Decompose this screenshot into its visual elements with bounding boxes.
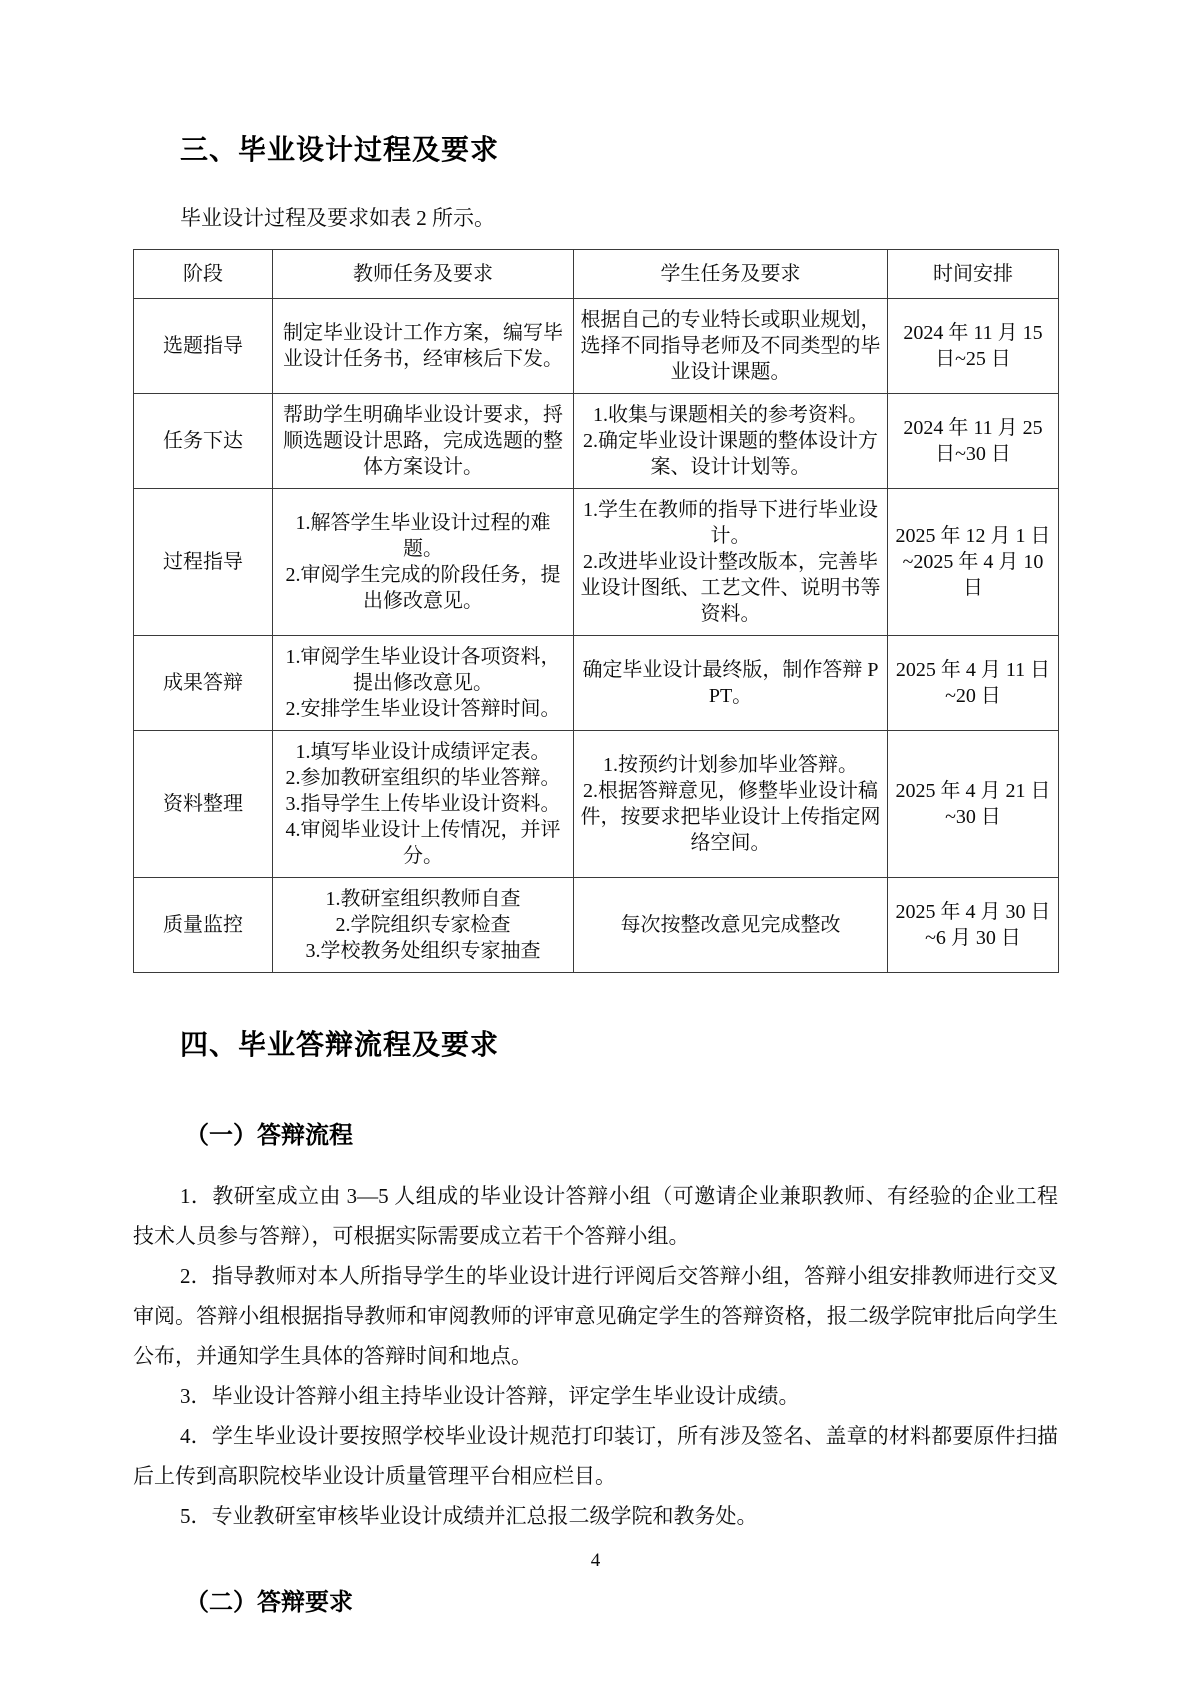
cell-schedule — [888, 878, 1059, 973]
defense-requirements-subheading: （二）答辩要求 — [185, 1589, 353, 1616]
table-row — [134, 878, 1059, 973]
cell-line: 2024 年 11 月 25 日~30 日 — [903, 417, 1043, 465]
cell-line: 1.按预约计划参加毕业答辩。 — [603, 754, 858, 776]
cell-line: 过程指导 — [163, 551, 243, 573]
cell-line: 2025 年 4 月 21 日~30 日 — [895, 780, 1051, 828]
flow-paragraph-2: 2．指导教师对本人所指导学生的毕业设计进行评阅后交答辩小组，答辩小组安排教师进行交叉审阅。答辩小组根据指导教师和审阅教师的评审意见确定学生的答辩资格，报二级学院审批后向学生公布，并通知学生具体的答辩时间和地点。 — [133, 1264, 1058, 1368]
flow-paragraph-4: 4．学生毕业设计要按照学校毕业设计规范打印装订，所有涉及签名、盖章的材料都要原件扫描后上传到高职院校毕业设计质量管理平台相应栏目。 — [133, 1424, 1058, 1488]
cell-teacher-tasks — [273, 394, 574, 489]
table-header-row — [134, 250, 1059, 299]
cell-line: 1.收集与课题相关的参考资料。 — [593, 404, 868, 426]
cell-line: 2.安排学生毕业设计答辩时间。 — [285, 698, 561, 720]
cell-stage — [134, 394, 273, 489]
process-table-body — [134, 299, 1059, 973]
cell-line: 1.学生在教师的指导下进行毕业设计。 — [583, 499, 878, 547]
table-row — [134, 731, 1059, 878]
cell-schedule — [888, 489, 1059, 636]
cell-stage — [134, 731, 273, 878]
cell-teacher-tasks — [273, 299, 574, 394]
cell-stage — [134, 489, 273, 636]
cell-student-tasks — [574, 731, 888, 878]
cell-line: 确定毕业设计最终版，制作答辩 PPT。 — [582, 659, 879, 707]
defense-flow-subheading: （一）答辩流程 — [185, 1122, 353, 1149]
flow-paragraph-3: 3．毕业设计答辩小组主持毕业设计答辩，评定学生毕业设计成绩。 — [180, 1384, 800, 1408]
col-header-schedule: 时间安排 — [888, 250, 1059, 299]
cell-stage — [134, 878, 273, 973]
cell-line: 每次按整改意见完成整改 — [620, 914, 841, 936]
cell-schedule — [888, 731, 1059, 878]
cell-line: 3.学校教务处组织专家抽查 — [305, 940, 541, 962]
col-header-teacher-tasks: 教师任务及要求 — [273, 250, 574, 299]
cell-line: 资料整理 — [163, 793, 243, 815]
cell-schedule — [888, 636, 1059, 731]
flow-paragraph-1: 1．教研室成立由 3—5 人组成的毕业设计答辩小组（可邀请企业兼职教师、有经验的企业工程技术人员参与答辩），可根据实际需要成立若干个答辩小组。 — [133, 1184, 1058, 1248]
cell-line: 成果答辩 — [163, 672, 243, 694]
cell-line: 制定毕业设计工作方案，编写毕业设计任务书，经审核后下发。 — [283, 322, 563, 370]
table-row — [134, 489, 1059, 636]
section4-heading: 四、毕业答辩流程及要求 — [180, 1029, 500, 1060]
process-table-header — [134, 250, 1059, 299]
cell-teacher-tasks — [273, 489, 574, 636]
cell-line: 1.教研室组织教师自查 — [325, 888, 521, 910]
cell-student-tasks — [574, 636, 888, 731]
cell-schedule — [888, 394, 1059, 489]
cell-line: 质量监控 — [163, 914, 243, 936]
cell-line: 2.审阅学生完成的阶段任务，提出修改意见。 — [285, 564, 561, 612]
cell-line: 根据自己的专业特长或职业规划，选择不同指导老师及不同类型的毕业设计课题。 — [580, 309, 881, 383]
cell-line: 2025 年 12 月 1 日~2025 年 4 月 10 日 — [895, 525, 1051, 599]
cell-line: 2.根据答辩意见，修整毕业设计稿件，按要求把毕业设计上传指定网络空间。 — [580, 780, 881, 854]
table-row — [134, 299, 1059, 394]
cell-line: 1.填写毕业设计成绩评定表。 — [295, 741, 551, 763]
table-row — [134, 394, 1059, 489]
cell-line: 2025 年 4 月 30 日~6 月 30 日 — [895, 901, 1051, 949]
cell-line: 4.审阅毕业设计上传情况，并评分。 — [285, 819, 561, 867]
cell-teacher-tasks — [273, 636, 574, 731]
cell-line: 任务下达 — [163, 430, 243, 452]
cell-line: 1.审阅学生毕业设计各项资料，提出修改意见。 — [285, 646, 561, 694]
cell-line: 3.指导学生上传毕业设计资料。 — [285, 793, 561, 815]
cell-student-tasks — [574, 299, 888, 394]
cell-line: 选题指导 — [163, 335, 243, 357]
cell-line: 1.解答学生毕业设计过程的难题。 — [295, 512, 551, 560]
cell-stage — [134, 299, 273, 394]
col-header-stage: 阶段 — [134, 250, 273, 299]
cell-line: 2.学院组织专家检查 — [335, 914, 511, 936]
cell-stage — [134, 636, 273, 731]
cell-student-tasks — [574, 878, 888, 973]
cell-line: 2.确定毕业设计课题的整体设计方案、设计计划等。 — [583, 430, 878, 478]
cell-line: 2.改进毕业设计整改版本，完善毕业设计图纸、工艺文件、说明书等资料。 — [580, 551, 881, 625]
cell-line: 帮助学生明确毕业设计要求，捋顺选题设计思路，完成选题的整体方案设计。 — [283, 404, 563, 478]
cell-line: 2025 年 4 月 11 日~20 日 — [895, 659, 1051, 707]
flow-paragraph-5: 5．专业教研室审核毕业设计成绩并汇总报二级学院和教务处。 — [180, 1504, 758, 1528]
cell-teacher-tasks — [273, 878, 574, 973]
table-row — [134, 636, 1059, 731]
cell-line: 2024 年 11 月 15 日~25 日 — [903, 322, 1043, 370]
section3-heading: 三、毕业设计过程及要求 — [180, 134, 500, 165]
cell-schedule — [888, 299, 1059, 394]
col-header-student-tasks: 学生任务及要求 — [574, 250, 888, 299]
cell-teacher-tasks — [273, 731, 574, 878]
cell-line: 2.参加教研室组织的毕业答辩。 — [285, 767, 561, 789]
table-intro-text: 毕业设计过程及要求如表 2 所示。 — [180, 206, 495, 230]
graduation-process-table — [133, 249, 1059, 973]
page-number: 4 — [590, 1550, 601, 1571]
defense-flow-paragraphs — [133, 1176, 1058, 1536]
cell-student-tasks — [574, 394, 888, 489]
cell-student-tasks — [574, 489, 888, 636]
